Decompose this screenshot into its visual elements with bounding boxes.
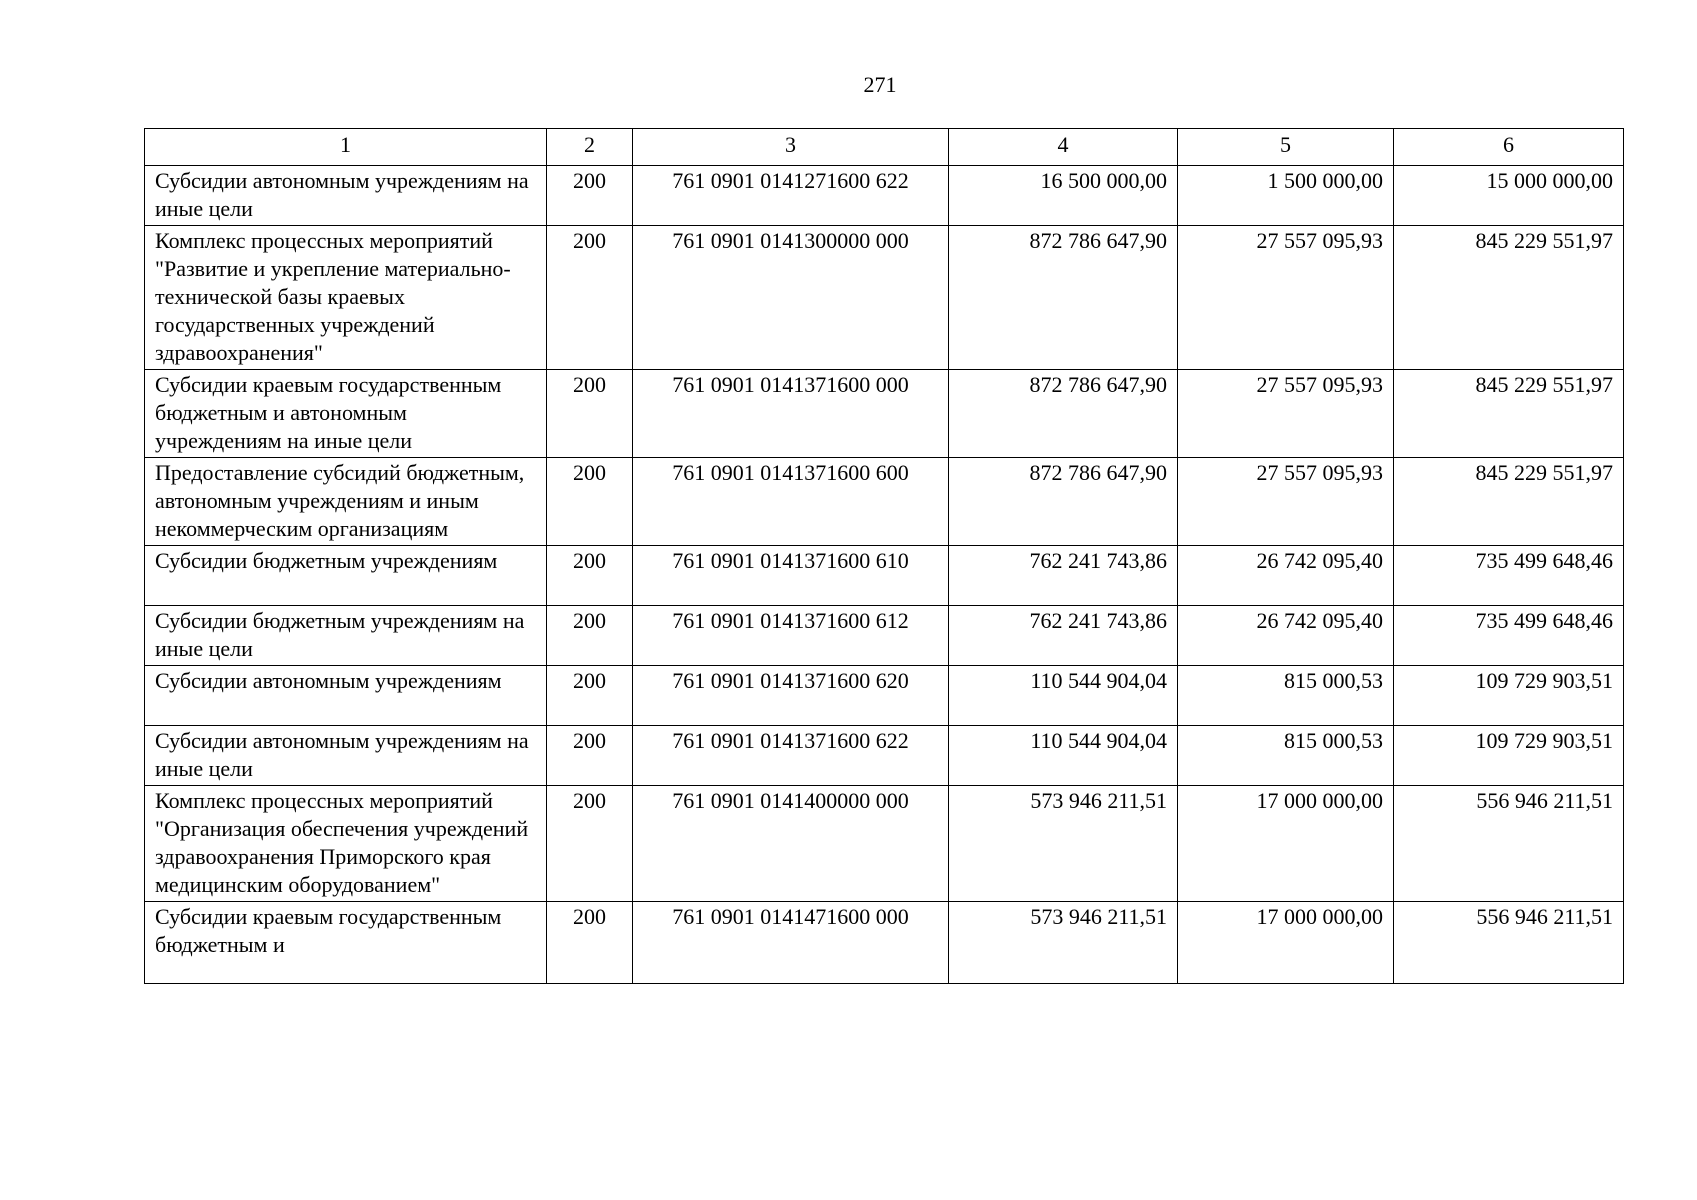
cell-value-4: 762 241 743,86	[949, 546, 1178, 606]
cell-code: 200	[547, 726, 633, 786]
cell-code: 200	[547, 370, 633, 458]
table-row	[145, 786, 1624, 902]
cell-name: Субсидии автономным учреждениям	[145, 666, 547, 726]
cell-name: Предоставление субсидий бюджетным, автономным учреждениям и иным некоммерческим организациям	[145, 458, 547, 546]
budget-table	[144, 128, 1624, 984]
table-row	[145, 370, 1624, 458]
cell-value-6: 735 499 648,46	[1394, 606, 1624, 666]
cell-value-5: 27 557 095,93	[1178, 226, 1394, 370]
cell-value-4: 16 500 000,00	[949, 166, 1178, 226]
header-row	[145, 129, 1624, 166]
cell-value-4: 872 786 647,90	[949, 226, 1178, 370]
table-row	[145, 606, 1624, 666]
cell-value-5: 27 557 095,93	[1178, 458, 1394, 546]
cell-value-4: 110 544 904,04	[949, 726, 1178, 786]
cell-value-6: 735 499 648,46	[1394, 546, 1624, 606]
cell-code: 200	[547, 606, 633, 666]
table-row	[145, 666, 1624, 726]
cell-value-4: 872 786 647,90	[949, 458, 1178, 546]
cell-name: Комплекс процессных мероприятий "Развитие и укрепление материально-технической базы краевых государственных учреждений здравоохранения"	[145, 226, 547, 370]
cell-value-6: 556 946 211,51	[1394, 786, 1624, 902]
cell-value-6: 556 946 211,51	[1394, 902, 1624, 984]
cell-kbk: 761 0901 0141271600 622	[633, 166, 949, 226]
cell-value-5: 815 000,53	[1178, 726, 1394, 786]
cell-kbk: 761 0901 0141371600 620	[633, 666, 949, 726]
header-col-5: 5	[1178, 129, 1394, 166]
header-col-6: 6	[1394, 129, 1624, 166]
table-row	[145, 902, 1624, 984]
cell-value-5: 815 000,53	[1178, 666, 1394, 726]
cell-value-5: 26 742 095,40	[1178, 606, 1394, 666]
header-col-3: 3	[633, 129, 949, 166]
cell-name: Субсидии бюджетным учреждениям	[145, 546, 547, 606]
table-body	[145, 166, 1624, 984]
cell-value-6: 109 729 903,51	[1394, 666, 1624, 726]
cell-code: 200	[547, 786, 633, 902]
cell-code: 200	[547, 666, 633, 726]
table-row	[145, 226, 1624, 370]
cell-kbk: 761 0901 0141300000 000	[633, 226, 949, 370]
cell-name: Субсидии автономным учреждениям на иные цели	[145, 166, 547, 226]
cell-kbk: 761 0901 0141371600 610	[633, 546, 949, 606]
cell-value-5: 17 000 000,00	[1178, 902, 1394, 984]
header-col-4: 4	[949, 129, 1178, 166]
cell-value-5: 27 557 095,93	[1178, 370, 1394, 458]
cell-code: 200	[547, 458, 633, 546]
cell-name: Субсидии краевым государственным бюджетным и автономным учреждениям на иные цели	[145, 370, 547, 458]
header-col-2: 2	[547, 129, 633, 166]
table-header	[145, 129, 1624, 166]
table-row	[145, 546, 1624, 606]
page-number: 271	[863, 72, 897, 97]
cell-name: Субсидии краевым государственным бюджетным и	[145, 902, 547, 984]
cell-kbk: 761 0901 0141400000 000	[633, 786, 949, 902]
table-row	[145, 166, 1624, 226]
cell-value-6: 845 229 551,97	[1394, 458, 1624, 546]
cell-value-5: 26 742 095,40	[1178, 546, 1394, 606]
cell-name: Комплекс процессных мероприятий "Организация обеспечения учреждений здравоохранения Приморского края медицинским оборудованием"	[145, 786, 547, 902]
cell-name: Субсидии бюджетным учреждениям на иные цели	[145, 606, 547, 666]
cell-value-4: 762 241 743,86	[949, 606, 1178, 666]
cell-kbk: 761 0901 0141371600 622	[633, 726, 949, 786]
cell-value-6: 109 729 903,51	[1394, 726, 1624, 786]
cell-kbk: 761 0901 0141371600 000	[633, 370, 949, 458]
cell-value-4: 573 946 211,51	[949, 786, 1178, 902]
cell-kbk: 761 0901 0141371600 600	[633, 458, 949, 546]
cell-name: Субсидии автономным учреждениям на иные цели	[145, 726, 547, 786]
cell-value-4: 573 946 211,51	[949, 902, 1178, 984]
header-col-1: 1	[145, 129, 547, 166]
cell-value-6: 845 229 551,97	[1394, 370, 1624, 458]
cell-kbk: 761 0901 0141471600 000	[633, 902, 949, 984]
cell-code: 200	[547, 902, 633, 984]
cell-value-5: 17 000 000,00	[1178, 786, 1394, 902]
cell-code: 200	[547, 546, 633, 606]
cell-value-4: 872 786 647,90	[949, 370, 1178, 458]
table-row	[145, 726, 1624, 786]
cell-value-4: 110 544 904,04	[949, 666, 1178, 726]
cell-kbk: 761 0901 0141371600 612	[633, 606, 949, 666]
cell-value-6: 845 229 551,97	[1394, 226, 1624, 370]
cell-code: 200	[547, 226, 633, 370]
cell-value-5: 1 500 000,00	[1178, 166, 1394, 226]
cell-code: 200	[547, 166, 633, 226]
table-row	[145, 458, 1624, 546]
cell-value-6: 15 000 000,00	[1394, 166, 1624, 226]
